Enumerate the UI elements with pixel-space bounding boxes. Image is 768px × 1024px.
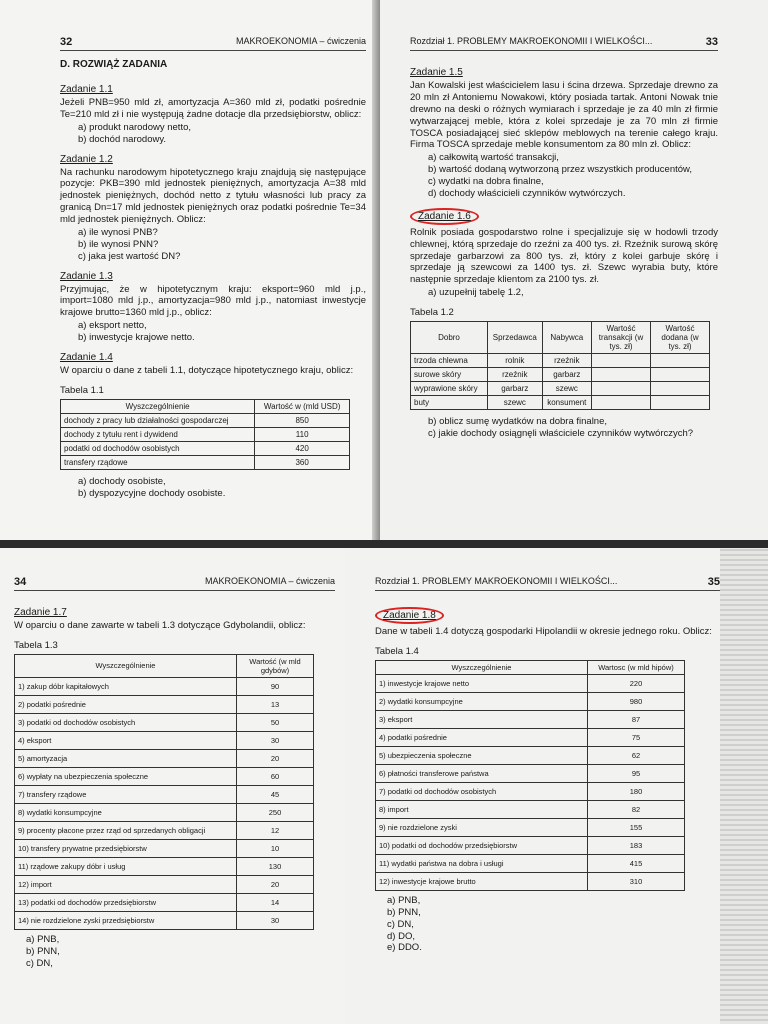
table-cell: [592, 382, 651, 396]
table-cell: 87: [588, 710, 685, 728]
exercise-title-circled: Zadanie 1.8: [375, 607, 444, 624]
table-row: [376, 674, 685, 692]
list-item: b) PNN,: [26, 945, 60, 957]
table-cell: 10: [237, 839, 314, 857]
table-cell: 183: [588, 836, 685, 854]
table-row: [15, 839, 314, 857]
list-item: c) jakie dochody osiągnęli właściciele czynników wytwórczych?: [428, 427, 694, 439]
table-header: Sprzedawca: [488, 322, 543, 354]
table-cell: 155: [588, 818, 685, 836]
table-caption: Tabela 1.2: [410, 307, 454, 318]
table-cell: transfery rządowe: [61, 455, 255, 469]
exercise-items: [78, 227, 366, 263]
table-cell: 220: [588, 674, 685, 692]
table-header-row: [61, 399, 350, 413]
table-cell: surowe skóry: [411, 368, 488, 382]
list-item: b) ile wynosi PNN?: [78, 238, 159, 250]
data-table: [410, 321, 710, 410]
table-cell: [592, 368, 651, 382]
exercise-text: Rolnik posiada gospodarstwo rolne i specjalizuje się w hodowli trzody chlewnej, którą sprzedaje do rzeźni za 400 tys. zł. Rzeźnik surową skórę sprzedaje garbarzowi za 800 tys. zł, który z kolei garbuje skórę i sprzedaje ją szewcowi za 1400 tys. zł. Szewc wyrabia buty, które następnie sprzedaje klientom za 2100 tys. zł.: [410, 226, 718, 286]
page-header: [375, 576, 720, 591]
table-cell: 3) eksport: [376, 710, 588, 728]
table-row: [376, 854, 685, 872]
table-cell: 1) zakup dóbr kapitałowych: [15, 677, 237, 695]
table-header-row: [411, 322, 710, 354]
running-head: Rozdział 1. PROBLEMY MAKROEKONOMII I WIELKOŚCI...: [375, 576, 618, 586]
table-row: [15, 749, 314, 767]
table-row: [376, 800, 685, 818]
list-item: b) dochód narodowy.: [78, 133, 167, 145]
table-row: [15, 695, 314, 713]
data-table: [60, 399, 350, 470]
table-row: [15, 767, 314, 785]
table-cell: rzeźnik: [542, 354, 591, 368]
table-header: Wartość (w mld gdybów): [237, 654, 314, 677]
table-cell: szewc: [488, 396, 543, 410]
table-header-row: [15, 654, 314, 677]
data-table: [14, 654, 314, 930]
list-item: a) ile wynosi PNB?: [78, 226, 158, 238]
running-head: MAKROEKONOMIA – ćwiczenia: [204, 576, 335, 586]
answer-list: [26, 934, 335, 970]
table-cell: 13) podatki od dochodów przedsiębiorstw: [15, 893, 237, 911]
list-item: a) produkt narodowy netto,: [78, 121, 192, 133]
table-cell: 310: [588, 872, 685, 890]
exercise-title-circled: Zadanie 1.6: [410, 208, 479, 225]
table-row: [411, 354, 710, 368]
table-row: [411, 396, 710, 410]
list-item: a) całkowitą wartość transakcji,: [428, 152, 559, 164]
table-row: [61, 455, 350, 469]
exercise-items: [428, 416, 718, 440]
table-header: Wartość transakcji (w tys. zł): [592, 322, 651, 354]
table-cell: 180: [588, 782, 685, 800]
table-cell: 60: [237, 767, 314, 785]
table-cell: 13: [237, 695, 314, 713]
table-row: [61, 441, 350, 455]
list-item: c) DN,: [387, 918, 414, 930]
exercise-items: [428, 152, 718, 200]
table-cell: garbarz: [488, 382, 543, 396]
table-cell: 850: [255, 413, 350, 427]
page-number: 33: [705, 36, 718, 48]
exercise-title: Zadanie 1.3: [60, 270, 113, 282]
table-row: [15, 821, 314, 839]
table-cell: [651, 368, 710, 382]
table-row: [15, 731, 314, 749]
table-header: Wyszczególnienie: [376, 660, 588, 674]
table-header: Wartość dodana (w tys. zł): [651, 322, 710, 354]
exercise-items: [78, 320, 366, 344]
table-cell: podatki od dochodów osobistych: [61, 441, 255, 455]
table-caption: Tabela 1.4: [375, 645, 419, 657]
table-cell: 30: [237, 911, 314, 929]
list-item: e) DDO.: [387, 942, 422, 954]
table-cell: 980: [588, 692, 685, 710]
table-row: [61, 427, 350, 441]
exercise-items: [78, 122, 366, 146]
exercise-text: Jeżeli PNB=950 mld zł, amortyzacja A=360 mld zł, podatki pośrednie Te=210 mld zł i nie występują żadne dotacje dla przedsiębiorstw, oblicz:: [60, 97, 366, 120]
table-cell: 95: [588, 764, 685, 782]
table-header: Wartosc (w mld hipów): [588, 660, 685, 674]
table-cell: 4) eksport: [15, 731, 237, 749]
list-item: d) dochody właścicieli czynników wytwórczych.: [428, 187, 626, 199]
table-cell: 45: [237, 785, 314, 803]
exercise-text: W oparciu o dane zawarte w tabeli 1.3 dotyczące Gdybolandii, oblicz:: [14, 620, 306, 631]
table-cell: 360: [255, 455, 350, 469]
table-cell: 90: [237, 677, 314, 695]
table-header: Wartość w (mld USD): [255, 399, 350, 413]
table-row: [15, 713, 314, 731]
page-header: [410, 36, 718, 51]
table-cell: [651, 382, 710, 396]
table-cell: wyprawione skóry: [411, 382, 488, 396]
table-cell: 5) ubezpieczenia społeczne: [376, 746, 588, 764]
page-33: [380, 0, 768, 540]
table-row: [15, 893, 314, 911]
table-cell: 12) inwestycje krajowe brutto: [376, 872, 588, 890]
data-table: [375, 660, 685, 891]
table-cell: [651, 354, 710, 368]
table-cell: 10) transfery prywatne przedsiębiorstw: [15, 839, 237, 857]
running-head: MAKROEKONOMIA – ćwiczenia: [235, 36, 366, 46]
list-item: b) dyspozycyjne dochody osobiste.: [78, 487, 226, 499]
table-cell: 2) wydatki konsumpcyjne: [376, 692, 588, 710]
table-header: Dobro: [411, 322, 488, 354]
table-cell: 20: [237, 875, 314, 893]
table-cell: 6) wypłaty na ubezpieczenia społeczne: [15, 767, 237, 785]
exercise-text: W oparciu o dane z tabeli 1.1, dotyczące hipotetycznego kraju, oblicz:: [60, 364, 354, 376]
table-row: [411, 382, 710, 396]
table-row: [376, 818, 685, 836]
table-row: [15, 785, 314, 803]
table-cell: 20: [237, 749, 314, 767]
table-cell: rolnik: [488, 354, 543, 368]
exercise-text: Jan Kowalski jest właścicielem lasu i ścina drzewa. Sprzedaje drewno za 20 mln zł Antoniemu Nowakowi, który posiada tartak. Antoni Nowak tnie drewno na deski o różnych wymiarach i sprzedaje je za 40 mln zł firmie wytwarzającej meble, która z kolei sprzedaje je za 70 mln zł firmie TOSCA posiadającej sieć sklepów meblowych na terenie całego kraju. Firma TOSCA sprzedaje meble konsumentom za 80 mln zł. Oblicz:: [410, 80, 718, 151]
table-row: [376, 728, 685, 746]
page-number: 32: [60, 36, 73, 48]
table-header: Nabywca: [542, 322, 591, 354]
page-header: [14, 576, 335, 591]
list-item: c) DN,: [26, 957, 53, 969]
table-row: [376, 782, 685, 800]
list-item: d) DO,: [387, 930, 415, 942]
table-header: Wyszczególnienie: [61, 399, 255, 413]
table-cell: 110: [255, 427, 350, 441]
table-cell: konsument: [542, 396, 591, 410]
table-row: [15, 911, 314, 929]
table-cell: [592, 354, 651, 368]
table-cell: 6) płatności transferowe państwa: [376, 764, 588, 782]
list-item: b) PNN,: [387, 906, 421, 918]
table-row: [15, 803, 314, 821]
table-cell: 82: [588, 800, 685, 818]
page-35: [345, 548, 768, 1024]
table-header-row: [376, 660, 685, 674]
table-cell: 415: [588, 854, 685, 872]
table-cell: 7) transfery rządowe: [15, 785, 237, 803]
table-cell: 130: [237, 857, 314, 875]
page-edge-right: [720, 548, 768, 1024]
table-row: [15, 677, 314, 695]
exercise-text: Dane w tabeli 1.4 dotyczą gospodarki Hipolandii w okresie jednego roku. Oblicz:: [375, 626, 712, 637]
list-item: c) jaka jest wartość DN?: [78, 250, 181, 262]
exercise-title: Zadanie 1.4: [60, 351, 113, 363]
table-cell: dochody z pracy lub działalności gospodarczej: [61, 413, 255, 427]
list-item: c) wydatki na dobra finalne,: [428, 176, 544, 187]
table-row: [61, 413, 350, 427]
table-row: [376, 764, 685, 782]
table-row: [15, 875, 314, 893]
list-item: b) oblicz sumę wydatków na dobra finalne,: [428, 416, 608, 427]
list-item: b) wartość dodaną wytworzoną przez wszystkich producentów,: [428, 164, 693, 176]
table-cell: 1) inwestycje krajowe netto: [376, 674, 588, 692]
table-cell: 3) podatki od dochodów osobistych: [15, 713, 237, 731]
exercise-title: Zadanie 1.2: [60, 153, 113, 165]
list-item: b) inwestycje krajowe netto.: [78, 332, 195, 343]
table-cell: 8) wydatki konsumpcyjne: [15, 803, 237, 821]
table-cell: 4) podatki pośrednie: [376, 728, 588, 746]
table-cell: szewc: [542, 382, 591, 396]
table-row: [376, 710, 685, 728]
exercise-title: Zadanie 1.1: [60, 84, 113, 95]
table-cell: 11) rządowe zakupy dóbr i usług: [15, 857, 237, 875]
table-row: [376, 872, 685, 890]
table-cell: 5) amortyzacja: [15, 749, 237, 767]
table-cell: 12) import: [15, 875, 237, 893]
exercise-items: [428, 287, 718, 299]
table-cell: 420: [255, 441, 350, 455]
running-head: Rozdział 1. PROBLEMY MAKROEKONOMII I WIELKOŚCI...: [410, 36, 653, 46]
list-item: a) PNB,: [387, 894, 421, 906]
table-cell: 2) podatki pośrednie: [15, 695, 237, 713]
table-cell: dochody z tytułu rent i dywidend: [61, 427, 255, 441]
table-caption: Tabela 1.3: [14, 639, 58, 651]
table-cell: [592, 396, 651, 410]
table-cell: [651, 396, 710, 410]
table-cell: buty: [411, 396, 488, 410]
table-cell: 7) podatki od dochodów osobistych: [376, 782, 588, 800]
list-item: a) uzupełnij tabelę 1.2,: [428, 287, 524, 299]
page-number: 34: [14, 576, 27, 588]
table-cell: garbarz: [542, 368, 591, 382]
table-cell: 250: [237, 803, 314, 821]
table-cell: 8) import: [376, 800, 588, 818]
table-cell: 12: [237, 821, 314, 839]
table-cell: 14) nie rozdzielone zyski przedsiębiorstw: [15, 911, 237, 929]
list-item: a) PNB,: [26, 933, 60, 945]
exercise-items: [78, 476, 366, 500]
table-cell: rzeźnik: [488, 368, 543, 382]
answer-list: [387, 895, 720, 954]
table-header: Wyszczególnienie: [15, 654, 237, 677]
page-34: [0, 548, 345, 1024]
table-cell: 50: [237, 713, 314, 731]
table-row: [15, 857, 314, 875]
table-row: [411, 368, 710, 382]
exercise-title: Zadanie 1.7: [14, 607, 67, 618]
list-item: a) eksport netto,: [78, 320, 147, 332]
table-caption: Tabela 1.1: [60, 384, 104, 396]
page-number: 35: [707, 576, 720, 588]
table-cell: trzoda chlewna: [411, 354, 488, 368]
page-header: [60, 36, 366, 51]
table-cell: 9) procenty płacone przez rząd od sprzedanych obligacji: [15, 821, 237, 839]
table-cell: 30: [237, 731, 314, 749]
table-cell: 11) wydatki państwa na dobra i usługi: [376, 854, 588, 872]
table-row: [376, 692, 685, 710]
table-row: [376, 746, 685, 764]
table-cell: 75: [588, 728, 685, 746]
list-item: a) dochody osobiste,: [78, 475, 166, 487]
table-cell: 10) podatki od dochodów przedsiębiorstw: [376, 836, 588, 854]
table-cell: 62: [588, 746, 685, 764]
exercise-text: Przyjmując, że w hipotetycznym kraju: eksport=960 mld j.p., import=1080 mld j.p., amortyzacja=980 mld j.p., natomiast inwestycje krajowe brutto=1360 mld j.p., oblicz:: [60, 283, 366, 319]
exercise-text: Na rachunku narodowym hipotetycznego kraju znajdują się następujące pozycje: PKB=390 mld jednostek pieniężnych, amortyzacja A=38 mld jednostek pieniężnych, dochód netto z tytułu własności lub pracy za granicą Dn=17 mld jednostek pieniężnych oraz podatki pośrednie Te=34 mld jednostek pieniężnych. Oblicz:: [60, 166, 366, 225]
table-row: [376, 836, 685, 854]
section-title: D. ROZWIĄŻ ZADANIA: [60, 59, 168, 70]
table-cell: 9) nie rozdzielone zyski: [376, 818, 588, 836]
page-32: [0, 0, 380, 540]
table-cell: 14: [237, 893, 314, 911]
exercise-title: Zadanie 1.5: [410, 67, 463, 78]
